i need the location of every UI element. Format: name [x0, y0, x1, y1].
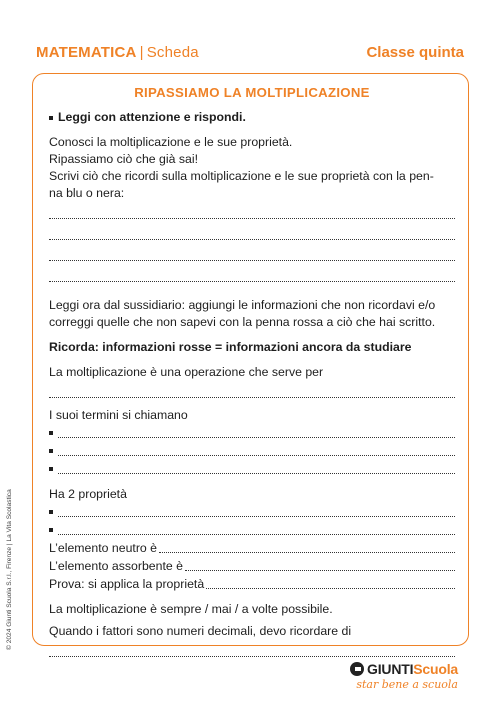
bullet-answer-line[interactable]	[49, 521, 455, 539]
intro-line: na blu o nera:	[49, 186, 125, 200]
answer-line[interactable]	[49, 244, 455, 265]
copyright-credit: © 2024 Giunti Scuola S.r.l., Firenze | La Vita Scolastica	[6, 489, 13, 650]
worksheet-title: RIPASSIAMO LA MOLTIPLICAZIONE	[134, 85, 370, 100]
question-decimals: Quando i fattori sono numeri decimali, devo ricordare di	[49, 624, 352, 638]
answer-fill[interactable]	[185, 570, 455, 571]
answer-fill[interactable]	[159, 552, 455, 553]
bullet-icon	[49, 449, 53, 453]
question-terms: I suoi termini si chiamano	[49, 408, 188, 422]
bullet-icon	[49, 467, 53, 471]
question-proof-label: Prova: si applica la proprietà	[49, 577, 205, 591]
worksheet-content	[49, 84, 455, 661]
subject-name: MATEMATICA	[36, 44, 137, 61]
bullet-answer-line[interactable]	[49, 424, 455, 442]
remember-note: Ricorda: informazioni rosse = informazioni ancora da studiare	[49, 340, 412, 354]
brand-name-a: GIUNTI	[367, 661, 414, 677]
subject-label	[36, 44, 199, 61]
grade-label: Classe quinta	[366, 44, 464, 61]
instruction-text: Leggi con attenzione e rispondi.	[58, 110, 246, 124]
question-properties: Ha 2 proprietà	[49, 487, 127, 501]
header-separator: |	[139, 44, 144, 61]
bullet-icon	[49, 116, 53, 120]
sheet-kind: Scheda	[146, 44, 199, 61]
answer-line[interactable]	[49, 223, 455, 244]
question-neutral-label: L’elemento neutro è	[49, 541, 158, 555]
page-header	[36, 44, 464, 64]
question-neutral[interactable]	[49, 539, 455, 557]
answer-line[interactable]	[49, 202, 455, 223]
question-possible: La moltiplicazione è sempre / mai / a volte possibile.	[49, 602, 333, 616]
answer-line[interactable]	[49, 381, 455, 402]
answer-line[interactable]	[49, 640, 455, 661]
brand-name-b: Scuola	[413, 661, 458, 677]
bullet-icon	[49, 528, 53, 532]
bullet-answer-line[interactable]	[49, 503, 455, 521]
question-proof[interactable]	[49, 575, 455, 593]
question-absorbing-label: L’elemento assorbente è	[49, 559, 183, 573]
question-absorbing[interactable]	[49, 557, 455, 575]
bullet-answer-line[interactable]	[49, 442, 455, 460]
bullet-icon	[49, 510, 53, 514]
giunti-logo-icon	[350, 662, 364, 676]
answer-line[interactable]	[49, 265, 455, 286]
answer-fill[interactable]	[206, 588, 455, 589]
intro-line: Ripassiamo ciò che già sai!	[49, 152, 198, 166]
intro-line: Scrivi ciò che ricordi sulla moltiplicazione e le sue proprietà con la pen-	[49, 169, 434, 183]
publisher-logo	[350, 661, 458, 691]
second-step-line: Leggi ora dal sussidiario: aggiungi le informazioni che non ricordavi e/o	[49, 298, 436, 312]
bullet-answer-line[interactable]	[49, 460, 455, 478]
second-step-line: correggi quelle che non sapevi con la penna rossa a ciò che hai scritto.	[49, 315, 436, 329]
question-operation: La moltiplicazione è una operazione che serve per	[49, 365, 324, 379]
brand-tagline: star bene a scuola	[356, 678, 458, 691]
bullet-icon	[49, 431, 53, 435]
brand-name	[367, 661, 458, 677]
intro-line: Conosci la moltiplicazione e le sue proprietà.	[49, 135, 293, 149]
instruction	[49, 109, 455, 126]
